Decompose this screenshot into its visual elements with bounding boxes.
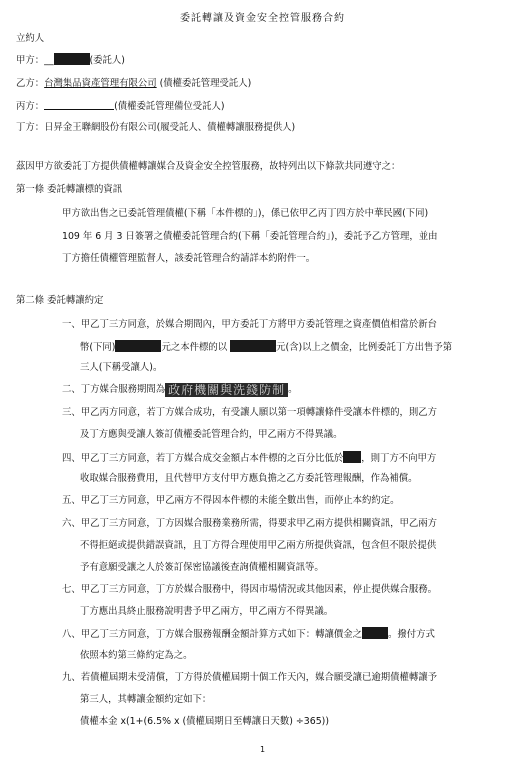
article-1-line-3: 丁方擔任債權管理監督人，該委託管理合約請詳本約附件一。 <box>62 253 316 264</box>
document-title: 委託轉讓及資金安全控管服務合約 <box>180 13 345 24</box>
item-9-line-2: 第三人，其轉讓金額約定如下： <box>80 694 212 705</box>
item-4-text-b: ，則丁方不向甲方 <box>361 453 437 464</box>
item-8-text-a: 八、甲乙丁三方同意，丁方媒合服務報酬金額計算方式如下：轉讓價金之 <box>62 629 363 640</box>
page-number: 1 <box>259 745 266 754</box>
item-4-text-a: 四、甲乙丁三方同意，若丁方媒合成交金額占本件標的之百分比低於 <box>62 453 344 464</box>
parties-label: 立約人 <box>16 33 45 44</box>
item-4-line-1 <box>62 451 436 465</box>
item-7-line-2: 丁方應出具終止服務說明書予甲乙兩方，甲乙兩方不得異議。 <box>80 606 334 617</box>
item-3-line-1: 三、甲乙丙方同意，若丁方媒合成功，有受讓人願以第一項轉讓條件受讓本件標的，則乙方 <box>62 407 438 418</box>
party-b-name: 台灣集品資產管理有限公司 <box>44 78 157 89</box>
item-3-line-2: 及丁方應與受讓人簽訂債權委託管理合約，甲乙兩方不得異議。 <box>80 429 343 440</box>
item-8-text-b: 。撥付方式 <box>388 629 435 640</box>
item-6-line-3: 予有意願受讓之人於簽訂保密協議後查詢債權相關資訊等。 <box>80 562 324 573</box>
item-5-line: 五、甲乙丁三方同意，甲乙兩方不得因本件標的未能全數出售，而停止本約約定。 <box>62 495 400 506</box>
article-2-title: 第二條 委託轉讓約定 <box>16 295 104 306</box>
party-c-role: (債權委託管理備位受託人) <box>114 101 225 112</box>
item-1-line-2 <box>80 340 452 354</box>
party-c-prefix: 丙方： <box>16 101 45 112</box>
item-6-line-1: 六、甲乙丁三方同意，丁方因媒合服務業務所需，得要求甲乙兩方提供相關資訊，甲乙兩方 <box>62 518 438 529</box>
article-1-line-1: 甲方欲出售之已委託管理債權(下稱「本件標的」)，係已依甲乙丙丁四方於中華民國(下同) <box>62 208 429 219</box>
watermark-overlay: 政府機關與洗錢防制 <box>165 383 288 397</box>
article-1-line-2: 109 年 6 月 3 日簽署之債權委託管理合約(下稱「委託管理合約」)，委託予乙方管理，並由 <box>62 231 438 242</box>
item-7-line-1: 七、甲乙丁三方同意，丁方於媒合服務中，得因市場情況或其他因素，停止提供媒合服務。 <box>62 584 438 595</box>
item-9-line-1: 九、若債權屆期未受清償，丁方得於債權屆期十個工作天內，媒合願受讓已逾期債權轉讓予 <box>62 672 438 683</box>
party-a-prefix: 甲方：__ <box>16 55 54 66</box>
item-1-text-c: 元(含)以上之價金，比例委託丁方出售予第 <box>276 342 453 353</box>
party-b-line <box>16 77 251 90</box>
item-2-text-a: 二、丁方媒合服務期間為 <box>62 384 166 395</box>
party-c-line <box>16 99 225 113</box>
item-1-line-1: 一、甲乙丁三方同意，於媒合期間內，甲方委託丁方將甲方委託管理之資產價值相當於新台 <box>62 319 438 330</box>
item-8-line-1 <box>62 627 435 641</box>
redaction-block <box>230 340 276 352</box>
item-8-line-2: 依照本約第三條約定為之。 <box>80 650 193 661</box>
party-b-prefix: 乙方： <box>16 78 45 89</box>
item-1-text-b: 元之本件標的以 <box>161 342 228 353</box>
item-6-line-2: 不得拒絕或提供錯誤資訊，且丁方得合理使用甲乙兩方所提供資訊，包含但不限於提供 <box>80 540 437 551</box>
article-1-title: 第一條 委託轉讓標的資訊 <box>16 184 123 195</box>
redaction-block <box>115 340 161 352</box>
redaction-block <box>54 53 90 65</box>
party-a-line <box>16 53 125 67</box>
item-1-text-a: 幣(下同) <box>80 342 116 353</box>
item-4-line-2: 收取媒合服務費用，且代替甲方支付甲方應負擔之乙方委託管理報酬，作為補償。 <box>80 473 418 484</box>
party-c-blank <box>44 99 114 110</box>
item-2-line <box>62 383 298 397</box>
item-2-text-b: 。 <box>288 384 298 395</box>
item-1-line-3: 三人(下稱受讓人)。 <box>80 362 163 373</box>
party-b-role: (債權委託管理受託人) <box>156 78 252 89</box>
redaction-block <box>362 627 388 639</box>
formula-line: 債權本金 x(1+(6.5% x (債權屆期日至轉讓日天數) ÷365)) <box>80 716 329 727</box>
intro-paragraph: 茲因甲方欲委託丁方提供債權轉讓媒合及資金安全控管服務，故特列出以下條款共同遵守之： <box>16 161 401 172</box>
party-a-role: (委託人) <box>89 55 125 66</box>
redaction-block <box>343 451 361 463</box>
party-d-line: 丁方：日昇金王聯網股份有限公司(履受託人、債權轉讓服務提供人) <box>16 122 296 133</box>
